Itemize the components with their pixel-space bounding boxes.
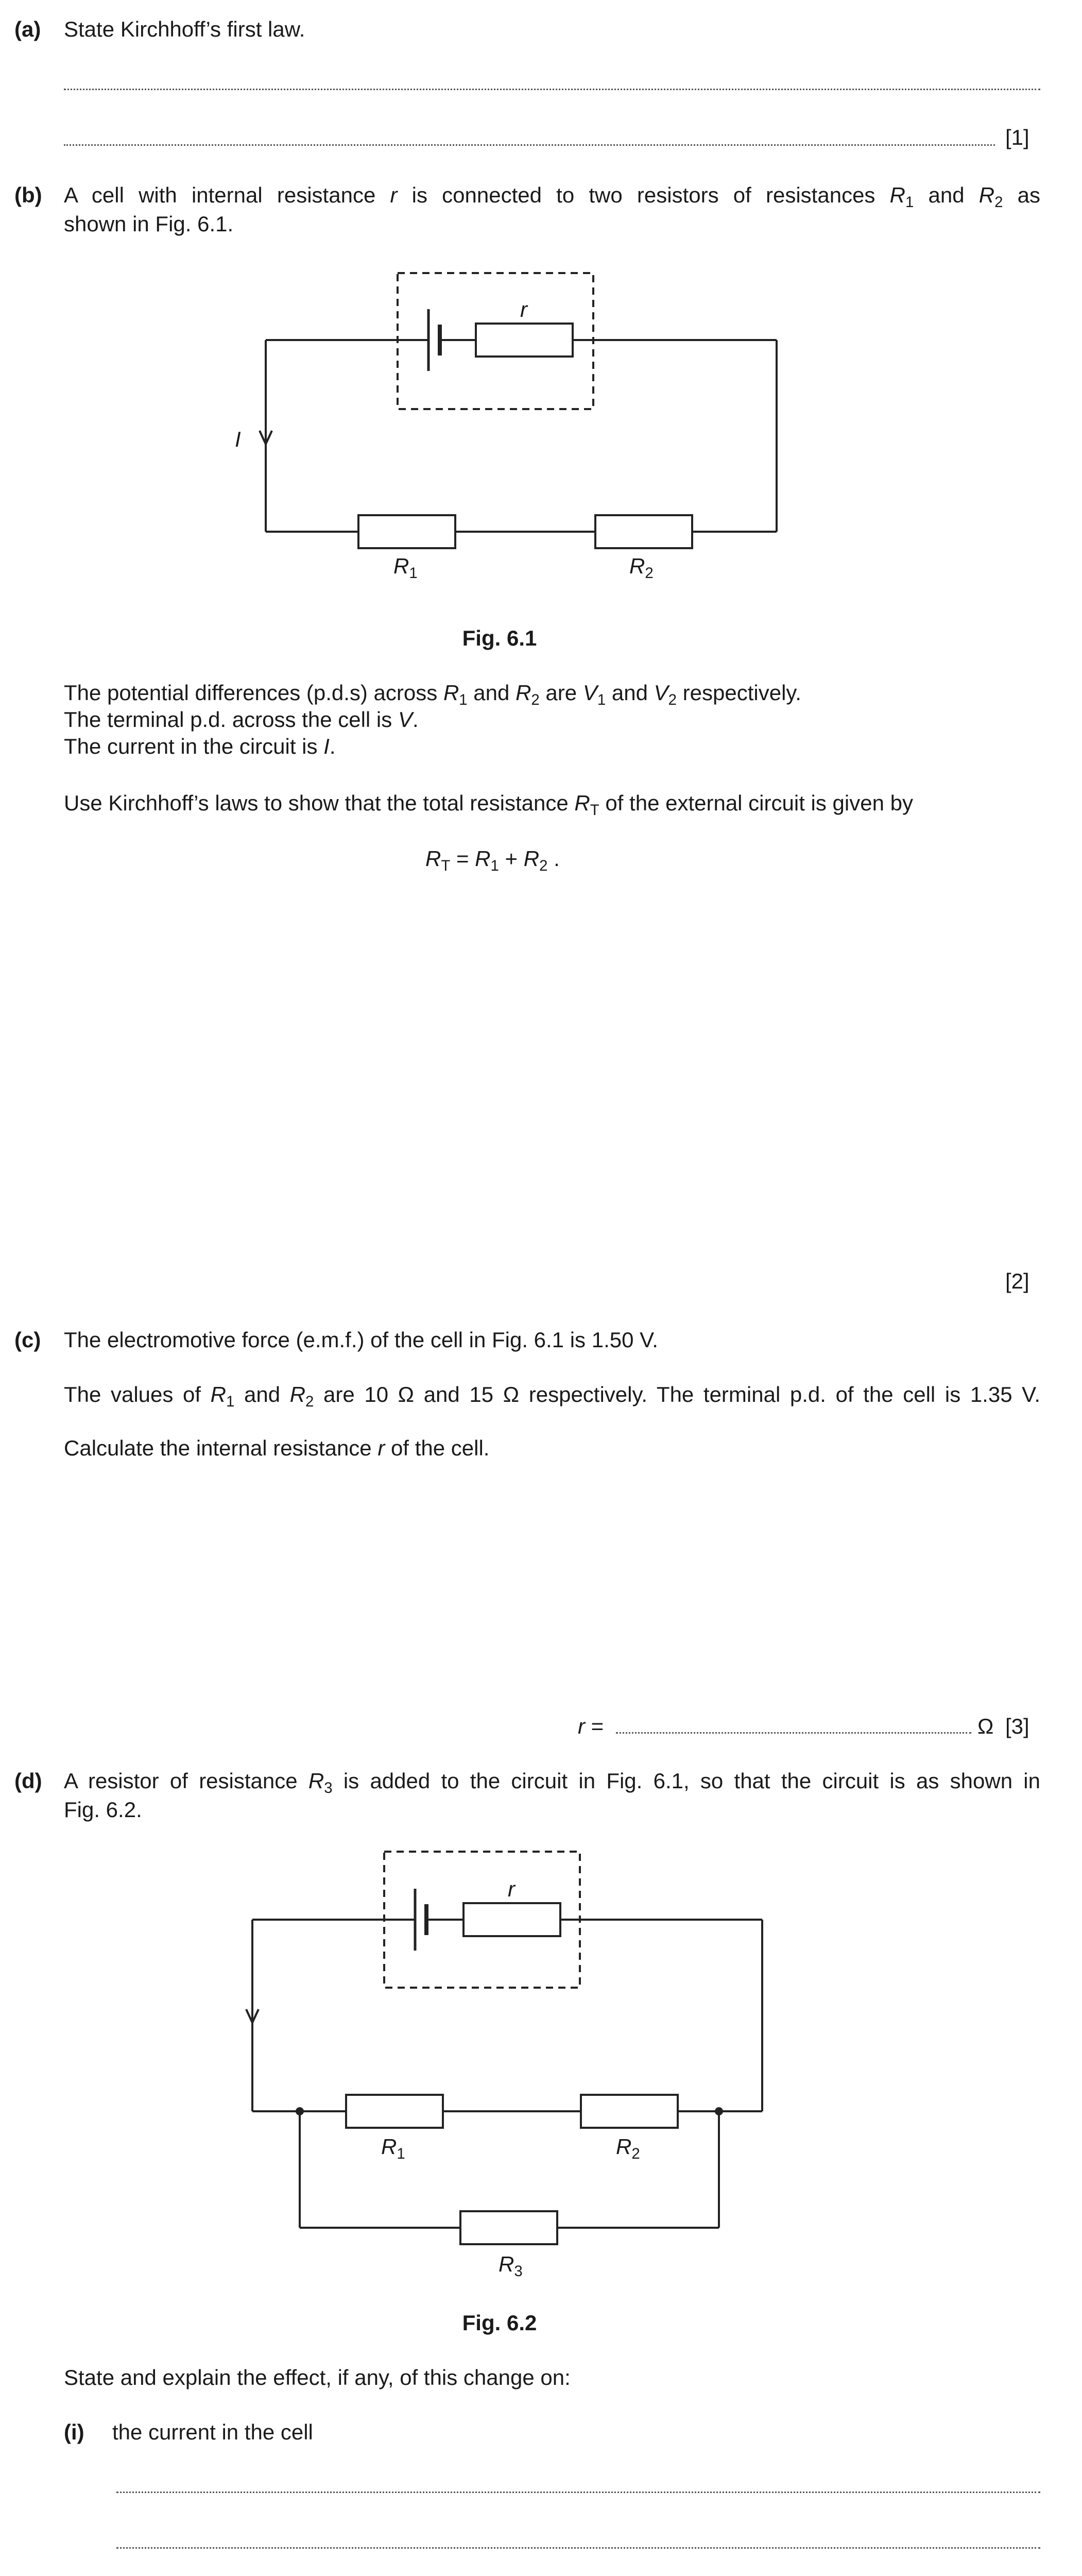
internal-resistor-r-2 [463, 1903, 560, 1936]
mark-c: [3] [1005, 1714, 1029, 1738]
resistor-R1-2 [346, 2095, 443, 2128]
resistor-R2 [595, 515, 692, 548]
part-a-label: (a) [14, 17, 41, 41]
part-b-line1: A cell with internal resistance r is connected to two resistors of resistances $R_1$ and $R_2$ as [64, 183, 1040, 211]
fig1-label-r: r [520, 297, 527, 321]
junction-left [296, 2107, 304, 2115]
part-c-calc: Calculate the internal resistance r of the cell. [64, 1436, 490, 1460]
fig-6-2-caption: Fig. 6.2 [462, 2311, 537, 2335]
part-d-line2: Fig. 6.2. [64, 1798, 142, 1822]
answer-r-label: r = [578, 1714, 604, 1738]
mark-b: [2] [1005, 1269, 1029, 1293]
part-c-emf: The electromotive force (e.m.f.) of the cell in Fig. 6.1 is 1.50 V. [64, 1328, 658, 1352]
use-kirchhoff-line: Use Kirchhoff’s laws to show that the total resistance $R_T$ of the external circuit is given by [64, 791, 913, 819]
pd-line-2: The terminal p.d. across the cell is V. [64, 707, 419, 732]
resistor-R2-2 [581, 2095, 678, 2128]
pd-line-1: The potential differences (p.d.s) across $R_1$ and $R_2$ are $V_1$ and $V_2$ respectively. [64, 681, 801, 708]
fig2-label-r: r [508, 1877, 515, 1901]
part-d-i-text: the current in the cell [112, 2420, 313, 2444]
fig2-label-R2: $R_2$ [616, 2134, 640, 2162]
fig2-label-R3: $R_3$ [499, 2252, 523, 2280]
part-b-label: (b) [14, 183, 42, 207]
part-d-instruction: State and explain the effect, if any, of this change on: [64, 2365, 571, 2389]
fig-6-1-caption: Fig. 6.1 [462, 626, 537, 650]
answer-line-d-i-2[interactable] [116, 2547, 1040, 2549]
equation-RT: $R_T = R_1 + R_2$ . [425, 846, 560, 874]
fig2-label-R1: $R_1$ [381, 2134, 405, 2162]
unit-ohm: Ω [977, 1714, 994, 1738]
resistor-R3 [460, 2211, 557, 2244]
part-a-question: State Kirchhoff’s first law. [64, 17, 305, 41]
answer-line-d-i-1[interactable] [116, 2492, 1040, 2493]
part-d-i-label: (i) [64, 2420, 84, 2444]
part-c-values: The values of $R_1$ and $R_2$ are 10 Ω and 15 Ω respectively. The terminal p.d. of the cell is 1.35 V. [64, 1382, 1041, 1410]
fig1-label-R2: $R_2$ [629, 554, 654, 582]
figure-6-2-circuit [0, 1803, 1082, 2287]
part-d-label: (d) [14, 1769, 42, 1793]
part-d-line1: A resistor of resistance $R_3$ is added to the circuit in Fig. 6.1, so that the circuit is as shown in [64, 1769, 1041, 1797]
figure-6-1-circuit [0, 0, 1082, 618]
fig1-label-I: I [235, 427, 241, 451]
pd-line-3: The current in the circuit is I. [64, 734, 336, 758]
mark-a: [1] [1005, 125, 1029, 149]
junction-right [715, 2107, 723, 2115]
part-c-label: (c) [14, 1328, 41, 1352]
part-b-line2: shown in Fig. 6.1. [64, 212, 234, 236]
fig1-label-R1: $R_1$ [393, 554, 418, 582]
resistor-R1 [358, 515, 455, 548]
internal-resistor-r [476, 324, 573, 357]
answer-line-c[interactable] [616, 1732, 971, 1734]
